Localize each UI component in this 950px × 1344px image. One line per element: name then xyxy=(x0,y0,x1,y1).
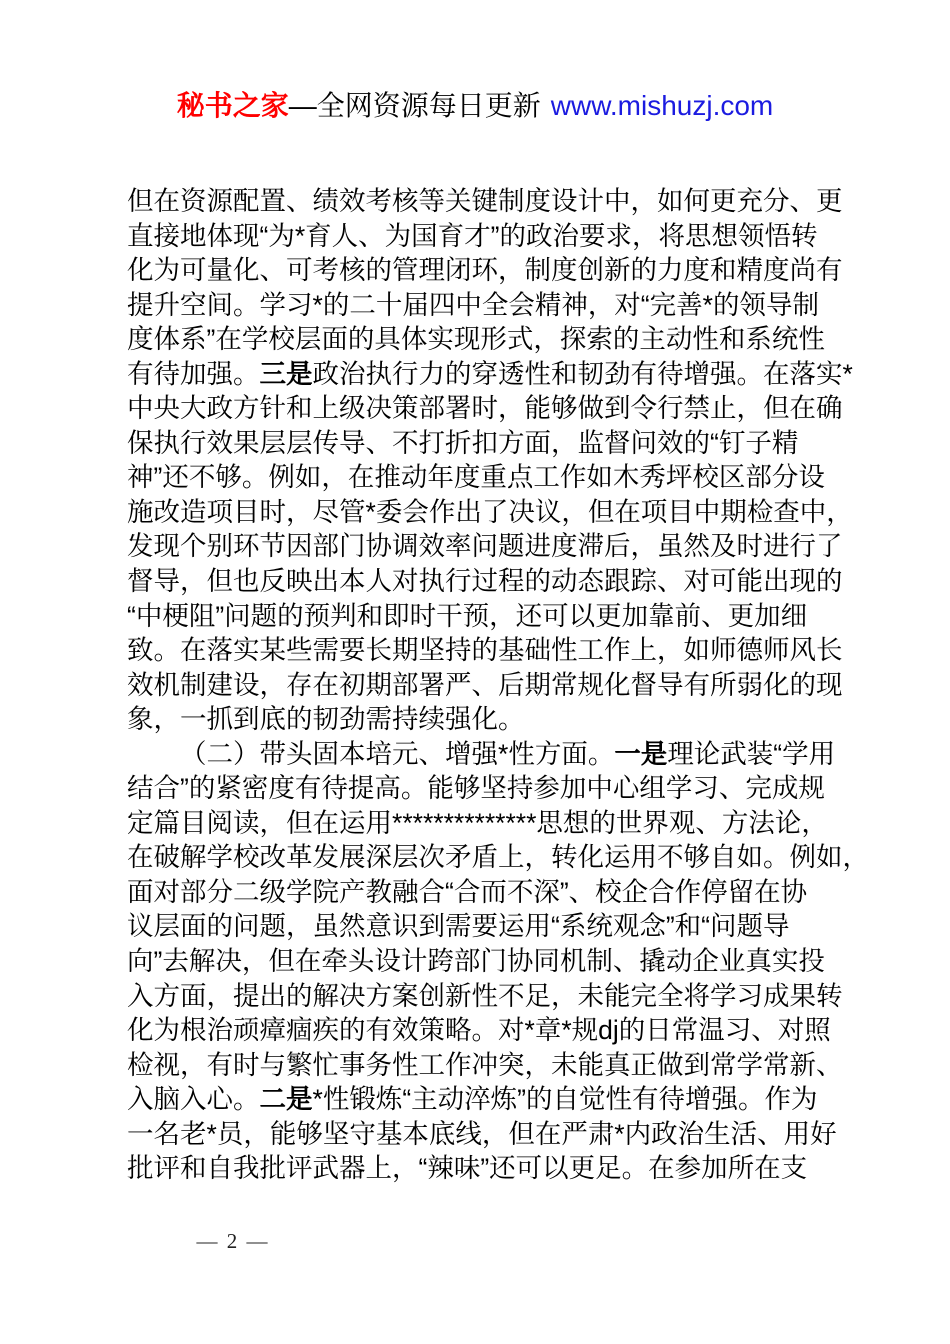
text-segment: *性锻炼“主动淬炼”的自觉性有待增强。作为 xyxy=(312,1084,818,1115)
text-segment: 提升空间。学习*的二十届四中全会精神，对“完善*的领导制 xyxy=(127,289,819,320)
text-segment: 化为根治顽瘴痼疾的有效策略。对*章*规dj的日常温习、对照 xyxy=(127,1015,831,1046)
text-line xyxy=(127,529,853,564)
text-segment: 中央大政方针和上级决策部署时，能够做到令行禁止，但在确 xyxy=(127,393,843,424)
text-line xyxy=(127,184,853,219)
text-segment: 保执行效果层层传导、不打折扣方面，监督问效的“钉子精 xyxy=(127,427,799,458)
header-separator: — xyxy=(288,90,317,121)
text-line xyxy=(127,1013,853,1048)
text-line xyxy=(127,1082,853,1117)
text-line xyxy=(127,668,853,703)
text-line xyxy=(127,564,853,599)
text-segment: 入脑入心。 xyxy=(127,1084,260,1115)
text-line xyxy=(127,771,853,806)
text-segment: 督导，但也反映出本人对执行过程的动态跟踪、对可能出现的 xyxy=(127,566,843,597)
text-segment: 直接地体现“为*育人、为国育才”的政治要求，将思想领悟转 xyxy=(127,220,818,251)
text-line xyxy=(127,426,853,461)
site-tagline: 全网资源每日更新 xyxy=(316,90,541,121)
text-segment: 化为可量化、可考核的管理闭环，制度创新的力度和精度尚有 xyxy=(127,255,843,286)
site-url-link[interactable]: www.mishuzj.com xyxy=(550,90,774,121)
text-line xyxy=(127,460,853,495)
text-line xyxy=(127,875,853,910)
document-body xyxy=(127,184,869,1186)
page-number: — 2 — xyxy=(196,1229,270,1253)
page-header xyxy=(0,90,950,122)
text-segment: （二）带头固本培元、增强*性方面。 xyxy=(180,738,615,769)
text-segment: 致。在落实某些需要长期坚持的基础性工作上，如师德师风长 xyxy=(127,635,843,666)
text-line xyxy=(127,1048,853,1083)
text-line xyxy=(127,806,853,841)
text-line xyxy=(127,357,853,392)
text-segment: 批评和自我批评武器上，“辣味”还可以更足。在参加所在支 xyxy=(127,1153,808,1184)
text-segment: 发现个别环节因部门协调效率问题进度滞后，虽然及时进行了 xyxy=(127,531,843,562)
text-line xyxy=(127,599,853,634)
text-line xyxy=(127,219,853,254)
text-segment: 向”去解决，但在牵头设计跨部门协同机制、撬动企业真实投 xyxy=(127,946,825,977)
text-segment: 度体系”在学校层面的具体实现形式，探索的主动性和系统性 xyxy=(127,324,825,355)
text-segment: 议层面的问题，虽然意识到需要运用“系统观念”和“问题导 xyxy=(127,911,790,942)
text-line xyxy=(127,1117,853,1152)
text-line xyxy=(127,1151,853,1186)
text-segment: 在破解学校改革发展深层次矛盾上，转化运用不够自如。例如， xyxy=(127,842,869,873)
text-segment: 但在资源配置、绩效考核等关键制度设计中，如何更充分、更 xyxy=(127,186,843,216)
text-segment: 效机制建设，存在初期部署严、后期常规化督导有所弱化的现 xyxy=(127,669,843,700)
text-segment: 一名老*员，能够坚守基本底线，但在严肃*内政治生活、用好 xyxy=(127,1118,837,1149)
text-line xyxy=(127,840,869,875)
text-line xyxy=(127,909,853,944)
text-segment: “中梗阻”问题的预判和即时干预，还可以更加靠前、更加细 xyxy=(127,600,808,631)
bold-text-segment: 三是 xyxy=(259,358,313,389)
text-line xyxy=(127,944,853,979)
bold-text-segment: 二是 xyxy=(259,1084,313,1115)
text-line xyxy=(127,702,853,737)
site-brand: 秘书之家 xyxy=(176,90,289,121)
text-line xyxy=(127,633,853,668)
text-line xyxy=(127,253,853,288)
text-segment: 政治执行力的穿透性和韧劲有待增强。在落实* xyxy=(312,358,853,389)
text-segment: 神”还不够。例如，在推动年度重点工作如木秀坪校区部分设 xyxy=(127,462,825,493)
text-segment: 定篇目阅读，但在运用**************思想的世界观、方法论， xyxy=(127,807,828,838)
text-segment: 检视，有时与繁忙事务性工作冲突，未能真正做到常学常新、 xyxy=(127,1049,843,1080)
text-line xyxy=(127,737,853,772)
bold-text-segment: 一是 xyxy=(614,738,668,769)
text-line xyxy=(127,322,853,357)
text-segment: 理论武装“学用 xyxy=(667,738,836,769)
text-line xyxy=(127,391,853,426)
text-segment: 有待加强。 xyxy=(127,358,260,389)
text-segment: 施改造项目时，尽管*委会作出了决议，但在项目中期检查中， xyxy=(127,496,853,527)
text-segment: 结合”的紧密度有待提高。能够坚持参加中心组学习、完成规 xyxy=(127,773,825,804)
text-line xyxy=(127,979,853,1014)
text-segment: 象，一抓到底的韧劲需持续强化。 xyxy=(127,704,525,735)
text-line xyxy=(127,495,853,530)
text-segment: 面对部分二级学院产教融合“合而不深”、校企合作停留在协 xyxy=(127,876,808,907)
text-line xyxy=(127,288,853,323)
text-segment: 入方面，提出的解决方案创新性不足，未能完全将学习成果转 xyxy=(127,980,843,1011)
